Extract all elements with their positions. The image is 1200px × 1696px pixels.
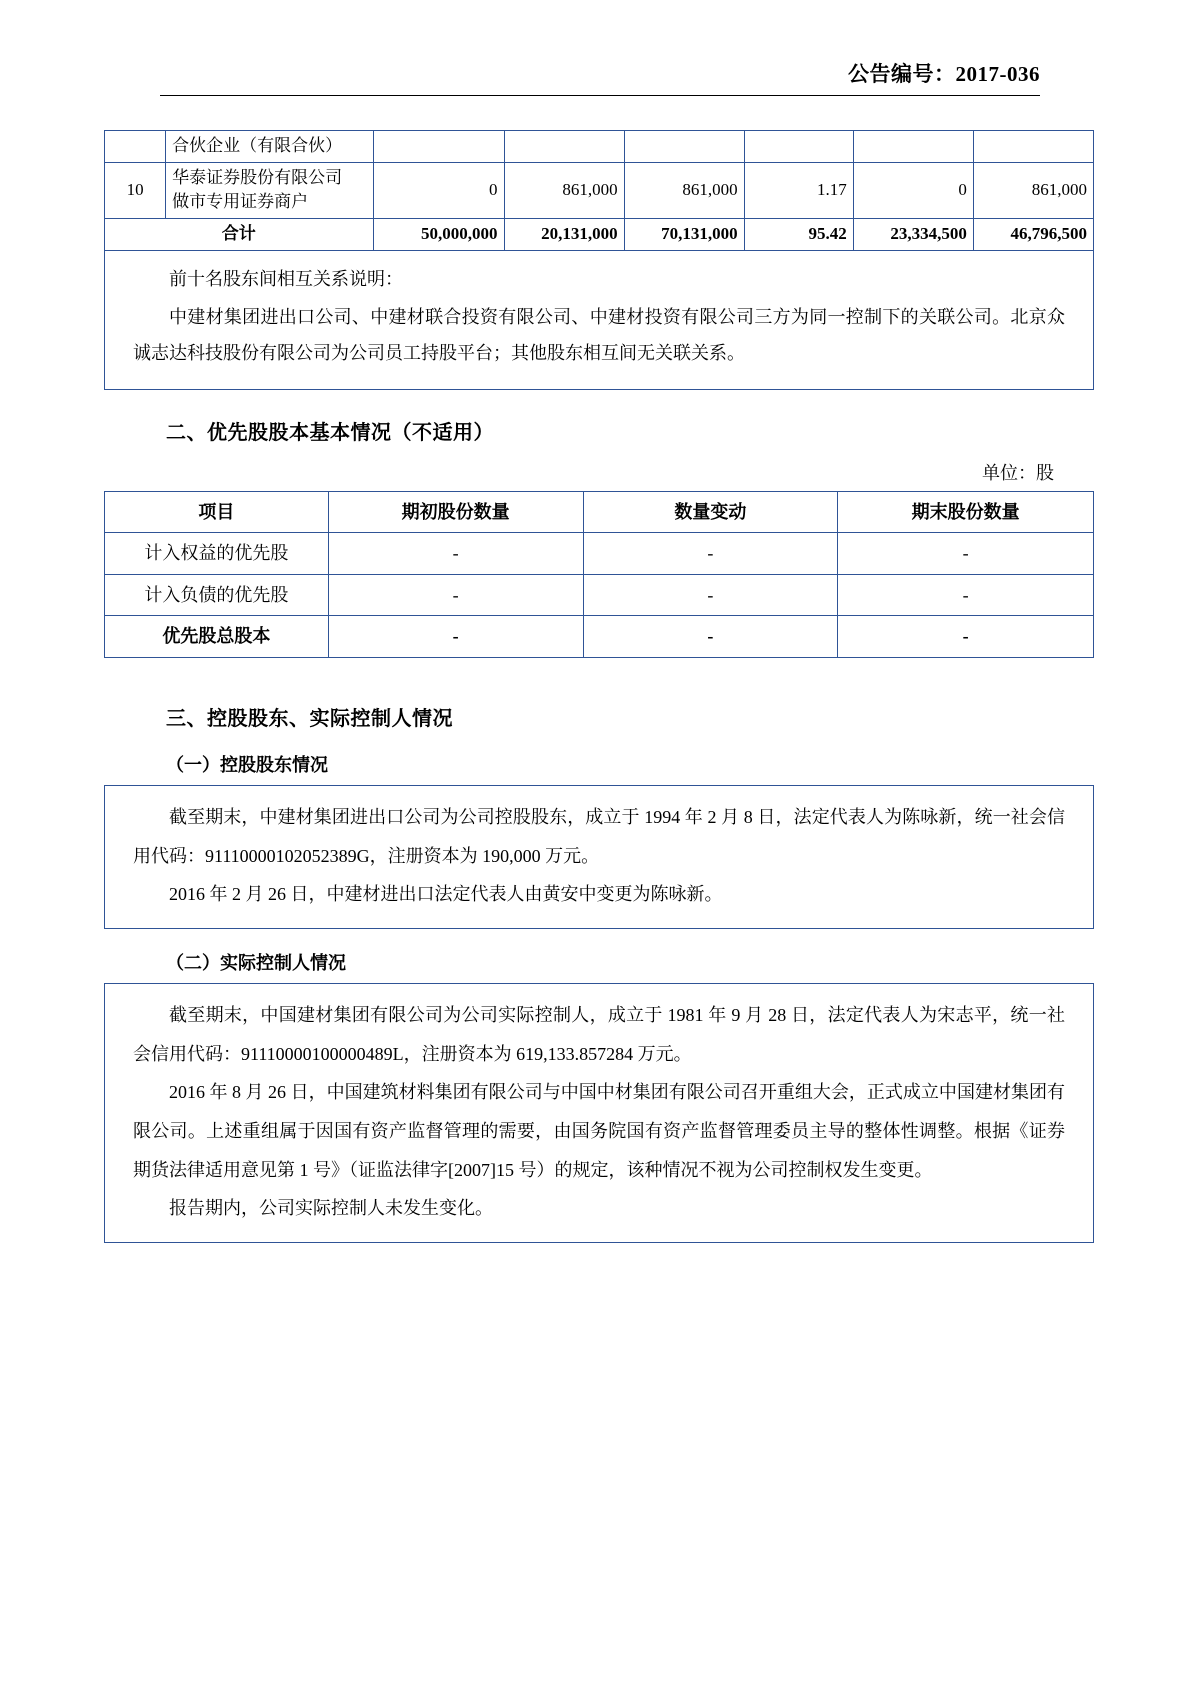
row-change: 861,000 bbox=[504, 162, 624, 218]
page-content bbox=[104, 130, 1094, 1243]
row-index bbox=[105, 131, 166, 163]
row-begin: - bbox=[328, 574, 583, 616]
row-ratio bbox=[744, 131, 853, 163]
paragraph: 2016 年 2 月 26 日，中建材进出口法定代表人由黄安中变更为陈咏新。 bbox=[169, 884, 723, 905]
section-three-sub-two-title: （二）实际控制人情况 bbox=[166, 953, 346, 973]
table-row bbox=[105, 533, 1094, 575]
row-name-line2: 做市专用证券商户 bbox=[172, 192, 309, 212]
col-header-item: 项目 bbox=[105, 491, 329, 533]
table-row bbox=[105, 162, 1094, 218]
preferred-shares-table bbox=[104, 491, 1094, 658]
announcement-number: 公告编号：2017-036 bbox=[848, 62, 1040, 86]
row-end: - bbox=[838, 616, 1094, 658]
paragraph: 2016 年 8 月 26 日，中国建筑材料集团有限公司与中国中材集团有限公司召开重组大会，正式成立中国建材集团有限公司。上述重组属于因国有资产监督管理的需要，由国务院国有资产监督管理委员主导的整体性调整。根据《证券期货法律适用意见第 1 号》（证监法律字[2007]15 号）的规定，该种情况不视为公司控制权发生变更。 bbox=[133, 1082, 1065, 1180]
paragraph: 截至期末，中建材集团进出口公司为公司控股股东，成立于 1994 年 2 月 8 日，法定代表人为陈咏新，统一社会信用代码：91110000102052389G，注册资本为 190,000 万元。 bbox=[133, 806, 1065, 866]
total-label: 合计 bbox=[105, 218, 374, 250]
row-end: 861,000 bbox=[624, 162, 744, 218]
row-label: 优先股总股本 bbox=[105, 616, 329, 658]
header-divider bbox=[160, 95, 1040, 96]
paragraph: 截至期末，中国建材集团有限公司为公司实际控制人，成立于 1981 年 9 月 28 日，法定代表人为宋志平，统一社会信用代码：91110000100000489L，注册资本为 619,133.857284 万元。 bbox=[133, 1005, 1065, 1064]
section-three-title: 三、控股股东、实际控制人情况 bbox=[166, 707, 453, 730]
table-header-row bbox=[105, 491, 1094, 533]
total-ratio: 95.42 bbox=[744, 218, 853, 250]
row-label: 计入权益的优先股 bbox=[105, 533, 329, 575]
col-header-change: 数量变动 bbox=[583, 491, 838, 533]
row-ratio: 1.17 bbox=[744, 162, 853, 218]
note-title: 前十名股东间相互关系说明： bbox=[169, 268, 403, 289]
row-begin: - bbox=[328, 616, 583, 658]
row-end bbox=[624, 131, 744, 163]
total-change: 20,131,000 bbox=[504, 218, 624, 250]
row-change: - bbox=[583, 533, 838, 575]
row-begin bbox=[373, 131, 504, 163]
row-begin: - bbox=[328, 533, 583, 575]
total-unrestricted: 46,796,500 bbox=[973, 218, 1093, 250]
row-unrestricted bbox=[973, 131, 1093, 163]
shareholder-relationship-note bbox=[104, 251, 1094, 390]
table-row bbox=[105, 574, 1094, 616]
row-index: 10 bbox=[105, 162, 166, 218]
row-unrestricted: 861,000 bbox=[973, 162, 1093, 218]
row-name-line1: 华泰证券股份有限公司 bbox=[172, 167, 343, 187]
row-change: - bbox=[583, 616, 838, 658]
unit-label: 单位：股 bbox=[982, 462, 1054, 483]
total-restricted: 23,334,500 bbox=[853, 218, 973, 250]
row-change bbox=[504, 131, 624, 163]
row-name: 合伙企业（有限合伙） bbox=[166, 131, 373, 163]
row-restricted: 0 bbox=[853, 162, 973, 218]
total-end: 70,131,000 bbox=[624, 218, 744, 250]
section-two-title: 二、优先股股本基本情况（不适用） bbox=[166, 421, 494, 444]
row-end: - bbox=[838, 574, 1094, 616]
row-restricted bbox=[853, 131, 973, 163]
controlling-shareholder-box bbox=[104, 785, 1094, 929]
row-label: 计入负债的优先股 bbox=[105, 574, 329, 616]
table-total-row bbox=[105, 218, 1094, 250]
row-name bbox=[166, 162, 373, 218]
row-end: - bbox=[838, 533, 1094, 575]
row-change: - bbox=[583, 574, 838, 616]
table-total-row bbox=[105, 616, 1094, 658]
actual-controller-box bbox=[104, 983, 1094, 1243]
total-begin: 50,000,000 bbox=[373, 218, 504, 250]
note-paragraph: 中建材集团进出口公司、中建材联合投资有限公司、中建材投资有限公司三方为同一控制下的关联公司。北京众诚志达科技股份有限公司为公司员工持股平台；其他股东相互间无关联关系。 bbox=[133, 306, 1065, 363]
paragraph: 报告期内，公司实际控制人未发生变化。 bbox=[169, 1198, 493, 1219]
section-three-sub-one-title: （一）控股股东情况 bbox=[166, 754, 328, 775]
shareholders-table bbox=[104, 130, 1094, 251]
col-header-end: 期末股份数量 bbox=[838, 491, 1094, 533]
table-row bbox=[105, 131, 1094, 163]
col-header-begin: 期初股份数量 bbox=[328, 491, 583, 533]
row-begin: 0 bbox=[373, 162, 504, 218]
